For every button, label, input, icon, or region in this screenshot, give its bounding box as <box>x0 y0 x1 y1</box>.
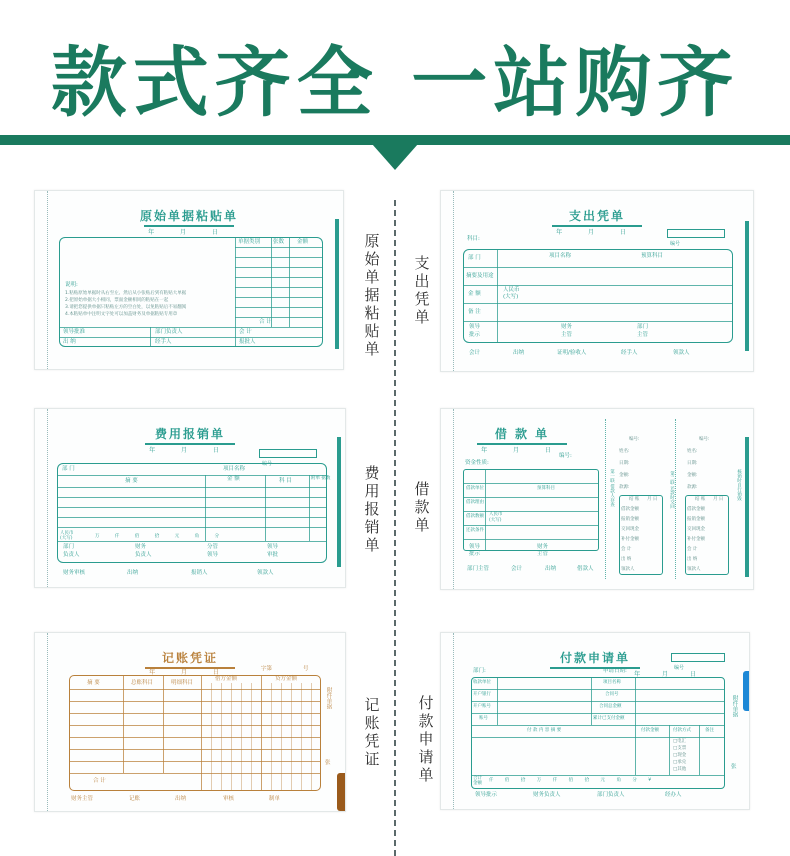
grid-line <box>69 773 321 774</box>
grid-line <box>69 737 321 738</box>
side-accent <box>337 437 341 567</box>
form-expense-thumbnail[interactable] <box>440 190 754 372</box>
label-char: 款 <box>418 712 434 730</box>
grid-line <box>69 761 321 762</box>
form-voucher-thumbnail[interactable] <box>34 632 346 812</box>
label-char: 借 <box>414 480 430 498</box>
cell-label: 金 额 <box>227 476 240 482</box>
label-char: 原 <box>364 232 380 250</box>
cell-label: 负责人 <box>135 552 152 558</box>
grid-line <box>235 317 323 318</box>
grid-line <box>241 683 242 791</box>
label-char: 据 <box>364 286 380 304</box>
side-accent <box>745 437 749 577</box>
cell-label: 张数 <box>273 239 285 245</box>
cell-label: 收款单位 <box>473 680 491 685</box>
grid-line <box>59 327 323 328</box>
grid-line <box>463 267 733 268</box>
label-text <box>416 694 436 784</box>
grid-line <box>669 725 670 775</box>
side-accent <box>335 219 339 349</box>
stub-field: 日期: <box>619 461 630 466</box>
cell-label: 出 纳 <box>63 339 76 345</box>
footer-label: 会计 <box>469 350 481 356</box>
footer-label: 证明/验收人 <box>557 350 587 356</box>
cell-label: 财务 <box>135 544 147 550</box>
grid-line <box>235 277 323 278</box>
grid-line <box>699 725 700 775</box>
label-char: 用 <box>364 482 380 500</box>
footer-label: 制单 <box>269 796 281 802</box>
form-title: 支出凭单 <box>441 207 753 227</box>
form-loan-label <box>412 480 432 534</box>
cell-label: 借款数额 <box>466 514 484 519</box>
form-date: 年 月 日 <box>149 447 231 454</box>
stub-divider <box>675 419 676 579</box>
grid-line <box>57 507 327 508</box>
grid-line <box>265 475 266 541</box>
grid-line <box>309 475 310 541</box>
grid-line <box>69 725 321 726</box>
cell-label: 主管 <box>637 332 649 338</box>
grid-line <box>463 321 733 322</box>
form-date: 年 月 日 <box>149 669 231 676</box>
grid-line <box>261 675 262 791</box>
cell-label: 摘 要 <box>87 680 100 686</box>
stub-divider <box>605 419 606 579</box>
grid-line <box>463 539 599 540</box>
stub-field: 领款人 <box>687 567 701 572</box>
number-field[interactable] <box>667 229 725 247</box>
side-tab <box>337 773 345 811</box>
grid-line <box>235 247 323 248</box>
footer-label: 经办人 <box>665 792 682 798</box>
cell-label: 仟 佰 拾 万 仟 佰 拾 元 角 分 ¥ <box>489 778 657 783</box>
label-char: 贴 <box>364 322 380 340</box>
cell-label: 人民币 <box>489 512 503 517</box>
side-label: 张 <box>325 760 331 766</box>
grid-line <box>57 527 327 528</box>
cell-label: 账号 <box>479 716 488 721</box>
label-char: 付 <box>418 694 434 712</box>
cell-label: 部门负责人 <box>155 329 183 335</box>
grid-line <box>591 677 592 725</box>
label-char: 申 <box>418 730 434 748</box>
grid-line <box>163 675 164 773</box>
label-char: 粘 <box>364 304 380 322</box>
stub-field: 报销金额 <box>687 517 705 522</box>
notes-title: 说明: <box>65 282 78 288</box>
label-char: 请 <box>418 748 434 766</box>
cell-label: 字第 <box>261 666 273 672</box>
grid-line <box>235 267 323 268</box>
form-payment-label <box>416 694 436 784</box>
grid-line <box>471 775 725 776</box>
form-date: 年 月 日 <box>481 447 563 454</box>
label-char: 款 <box>414 498 430 516</box>
grid-line <box>57 497 327 498</box>
cell-label: 部 门 <box>62 466 75 472</box>
cell-label: 号 <box>303 666 309 672</box>
grid-line <box>235 237 236 347</box>
grid-line <box>471 701 725 702</box>
label-char: 账 <box>364 714 380 732</box>
cell-label: 合 计 <box>93 778 106 784</box>
stub-field: 出 纳 <box>687 557 698 562</box>
grid-line <box>485 469 486 551</box>
cell-label: 合计 <box>473 776 482 781</box>
grid-line <box>463 511 599 512</box>
grid-line <box>471 737 725 738</box>
stub-field: 会 计 <box>621 547 632 552</box>
form-voucher-label <box>362 696 382 768</box>
stub-note: 第二联 还款时交回 <box>669 471 675 509</box>
grid-line <box>271 683 272 791</box>
number-field[interactable] <box>259 449 317 467</box>
cell-label: 审批 <box>267 552 279 558</box>
label-char: 费 <box>364 464 380 482</box>
cell-label: 领导 <box>469 324 481 330</box>
pay-mode-option[interactable]: □现金 <box>673 753 687 758</box>
grid-line <box>471 725 725 726</box>
cell-label: 主管 <box>537 551 549 557</box>
cell-label: 项目名称 <box>549 253 572 259</box>
form-original-label <box>362 232 382 358</box>
banner-header <box>0 0 790 150</box>
cell-label: 主管 <box>561 332 573 338</box>
label-char: 单 <box>364 268 380 286</box>
cell-label: 会 计 <box>239 329 252 335</box>
footer-label: 经手人 <box>621 350 638 356</box>
label-text <box>362 232 382 358</box>
cell-label: 借款理由 <box>466 500 484 505</box>
pay-mode-option[interactable]: □其他 <box>673 767 687 772</box>
cell-label: 付款方式 <box>673 728 691 733</box>
stub-field: 结 账 <box>695 497 706 502</box>
cell-label: 摘要及用途 <box>466 273 494 279</box>
cell-label: 备注 <box>705 728 714 733</box>
cell-label: 金额 <box>297 239 309 245</box>
note-line: 4.本粘贴单中注明文字处可以加盖财务及单据粘贴专用章 <box>65 312 178 317</box>
cell-label: 人民币 <box>503 287 520 293</box>
stub-field: 款源: <box>619 485 630 490</box>
stub-field: 日期: <box>687 461 698 466</box>
grid-line <box>69 689 321 690</box>
grid-line <box>150 327 151 347</box>
footer-label: 记账 <box>129 796 141 802</box>
cell-label: 批示 <box>469 551 481 557</box>
form-loan-thumbnail[interactable] <box>440 408 754 590</box>
grid-line <box>301 683 302 791</box>
grid-line <box>59 337 323 338</box>
cell-label: 编号 <box>674 665 685 671</box>
cell-label: 项目名称 <box>223 466 246 472</box>
note-line: 3.请把您提供单据只粘贴左方的空白处，以免粘贴后不易翻阅 <box>65 305 187 310</box>
grid-line <box>463 303 733 304</box>
label-char: 单 <box>414 516 430 534</box>
cell-label: 人民币 <box>60 531 74 536</box>
form-title: 记账凭证 <box>35 649 345 669</box>
footer-label: 出纳 <box>513 350 525 356</box>
grid-line <box>311 683 312 791</box>
cell-label: 财务 <box>561 324 573 330</box>
stub-field: 补付金额 <box>687 537 705 542</box>
cell-label: 金额 <box>473 781 482 786</box>
pay-mode-option[interactable]: □电汇 <box>673 739 687 744</box>
grid-line <box>281 683 282 791</box>
subject-label: 科目: <box>467 236 480 242</box>
grid-line <box>251 683 252 791</box>
grid-line <box>235 307 323 308</box>
cell-label: 编号 <box>262 461 273 467</box>
stub-field: 编号: <box>629 437 640 442</box>
form-expense-label <box>412 254 432 326</box>
grid-line <box>291 683 292 791</box>
cell-label: 部门: <box>473 668 486 674</box>
side-accent <box>745 221 749 351</box>
form-title: 原始单据粘贴单 <box>35 207 343 227</box>
label-text <box>412 254 432 326</box>
grid-line <box>635 677 636 725</box>
stub-field: 结 账 <box>629 497 640 502</box>
footer-label: 出纳 <box>545 566 557 572</box>
stub-field: 姓名: <box>687 449 698 454</box>
stub-field: 出 纳 <box>621 557 632 562</box>
cell-label: 合 计 <box>259 319 272 325</box>
side-label: 附件单据 <box>731 695 738 717</box>
label-char: 始 <box>364 250 380 268</box>
grid-line <box>69 749 321 750</box>
cell-label: 项目名称 <box>603 680 621 685</box>
cell-label: 领导批准 <box>63 329 86 335</box>
cell-label: 金 额 <box>468 291 481 297</box>
stub-note: 核销时自行销毁 <box>736 469 742 501</box>
label-char: 单 <box>364 340 380 358</box>
cell-label: 明细科目 <box>171 680 194 686</box>
footer-label: 部门主管 <box>467 566 490 572</box>
grid-line <box>289 237 290 327</box>
cell-label: 摘 要 <box>125 478 138 484</box>
stub-field: 月 日 <box>713 497 724 502</box>
cell-label: 还款条件 <box>466 528 484 533</box>
label-char: 单 <box>418 766 434 784</box>
label-char: 凭 <box>364 732 380 750</box>
side-label: 张 <box>731 764 737 770</box>
label-char: 出 <box>414 272 430 290</box>
stub-field: 借款金额 <box>687 507 705 512</box>
grid-line <box>471 713 725 714</box>
cell-label: 部 门 <box>468 255 481 261</box>
footer-label: 财务审核 <box>63 570 86 576</box>
form-reimburse-thumbnail[interactable] <box>34 408 346 588</box>
cell-label: 预算科目 <box>641 253 664 259</box>
grid-line <box>471 689 725 690</box>
footer-label: 财务负责人 <box>533 792 561 798</box>
cell-label: 报批人 <box>239 339 256 345</box>
footer-label: 财务主管 <box>71 796 94 802</box>
pay-mode-option[interactable]: □承兑 <box>673 760 687 765</box>
form-reimburse-label <box>362 464 382 554</box>
grid-line <box>231 683 232 791</box>
cell-label: (大写) <box>503 294 519 300</box>
stub-field: 报销金额 <box>621 517 639 522</box>
grid-line <box>57 541 327 542</box>
footer-label: 审核 <box>223 796 235 802</box>
grid-line <box>235 287 323 288</box>
cell-label: 付款金额 <box>641 728 659 733</box>
grid-line <box>463 285 733 286</box>
grid-line <box>205 475 206 541</box>
grid-line <box>69 713 321 714</box>
cell-label: 合同号 <box>605 692 619 697</box>
form-title: 费用报销单 <box>35 425 345 445</box>
label-text <box>362 464 382 554</box>
note-line: 1.粘贴原始单据时从右至左、然后从小张贴后到有粘贴大单据 <box>65 291 187 296</box>
cell-label: 财务 <box>537 544 549 550</box>
form-date: 年 月 日 <box>556 229 638 236</box>
cell-label: 编号: <box>559 453 572 459</box>
cell-label: 开户银行 <box>473 692 491 697</box>
cell-label: (大写) <box>60 536 73 541</box>
cell-label: 备 注 <box>468 309 481 315</box>
label-text <box>412 480 432 534</box>
stub-field: 金额: <box>687 473 698 478</box>
cell-label: 领导 <box>469 544 481 550</box>
grid-line <box>635 725 636 775</box>
banner-headline: 款式齐全 一站购齐 <box>50 38 740 127</box>
cell-label: 领导 <box>267 544 279 550</box>
grid-line <box>463 497 599 498</box>
form-payment-thumbnail[interactable] <box>440 632 750 810</box>
grid-line <box>201 675 202 791</box>
cell-label: 开户账号 <box>473 704 491 709</box>
footer-label: 报销人 <box>191 570 208 576</box>
grid-line <box>271 237 272 327</box>
stub-field: 交回现金 <box>687 527 705 532</box>
cell-label: 付 款 内 容 摘 要 <box>527 728 562 733</box>
grid-line <box>123 675 124 773</box>
footer-label: 会计 <box>511 566 523 572</box>
form-date: 年 月 日 <box>148 229 230 236</box>
side-label: 附件单据 <box>325 687 332 709</box>
grid-line <box>69 701 321 702</box>
footer-label: 领款人 <box>257 570 274 576</box>
footer-label: 出纳 <box>175 796 187 802</box>
cell-label: 经手人 <box>155 339 172 345</box>
form-original-thumbnail[interactable] <box>34 190 344 370</box>
cell-label: 部门 <box>63 544 75 550</box>
stub-note: 第一联 借款人存查 <box>609 469 615 507</box>
label-char: 证 <box>364 750 380 768</box>
cell-label: 累计已支付金额 <box>593 716 625 721</box>
footer-label: 领导批示 <box>475 792 498 798</box>
grid-line <box>57 475 327 476</box>
label-char: 报 <box>364 500 380 518</box>
cell-label: 贷方金额 <box>275 676 298 682</box>
stub-field: 会 计 <box>687 547 698 552</box>
grid-line <box>463 525 599 526</box>
cell-label: 万 仟 佰 拾 元 角 分 <box>95 534 227 539</box>
stub-field: 款源: <box>687 485 698 490</box>
stub-field: 借款金额 <box>621 507 639 512</box>
stub-field: 姓名: <box>619 449 630 454</box>
grid-line <box>497 677 498 725</box>
label-char: 凭 <box>414 290 430 308</box>
number-field[interactable] <box>671 653 725 671</box>
cell-label: 领导 <box>207 552 219 558</box>
label-char: 单 <box>364 536 380 554</box>
cell-label: 资金性质: <box>465 460 489 466</box>
cell-label: 附单 据数 <box>311 476 331 481</box>
footer-label: 出纳 <box>127 570 139 576</box>
label-char: 单 <box>414 308 430 326</box>
label-char: 记 <box>364 696 380 714</box>
footer-label: 借款人 <box>577 566 594 572</box>
cell-label: 单据类别 <box>238 239 261 245</box>
cell-label: 借方金额 <box>215 676 238 682</box>
stub-field: 金额: <box>619 473 630 478</box>
center-divider <box>394 200 396 856</box>
cell-label: 借款单位 <box>466 486 484 491</box>
grid-line <box>57 487 327 488</box>
cell-label: (大写) <box>489 518 502 523</box>
cell-label: 负责人 <box>63 552 80 558</box>
cell-label: 分管 <box>207 544 219 550</box>
label-char: 支 <box>414 254 430 272</box>
grid-line <box>463 483 599 484</box>
cell-label: 部门 <box>637 324 649 330</box>
form-date: 年 月 日 <box>634 671 706 678</box>
footer-label: 领款人 <box>673 350 690 356</box>
cell-label: 合同总金额 <box>599 704 622 709</box>
stub-field: 月 日 <box>647 497 658 502</box>
cell-label: 批示 <box>469 332 481 338</box>
label-text <box>362 696 382 768</box>
banner-arrow-icon <box>372 144 418 170</box>
cell-label: 科 目 <box>279 478 292 484</box>
stub-field: 补付金额 <box>621 537 639 542</box>
grid-line <box>235 257 323 258</box>
note-line: 2.把原始单据大小相同，票面金额相同的粘贴在一起 <box>65 298 169 303</box>
stub-field: 领款人 <box>621 567 635 572</box>
grid-line <box>235 297 323 298</box>
stub-field: 编号: <box>699 437 710 442</box>
form-title: 付款申请单 <box>441 649 749 669</box>
stub-field: 交回现金 <box>621 527 639 532</box>
form-title: 借 款 单 <box>441 425 603 445</box>
grid-line <box>211 683 212 791</box>
cell-label: 申请日期: <box>603 668 627 674</box>
pay-mode-option[interactable]: □支票 <box>673 746 687 751</box>
cell-label: 预算科目 <box>537 486 555 491</box>
grid-line <box>221 683 222 791</box>
cell-label: 编号 <box>670 241 681 247</box>
label-char: 销 <box>364 518 380 536</box>
grid-line <box>57 517 327 518</box>
grid-line <box>497 249 498 343</box>
footer-label: 部门负责人 <box>597 792 625 798</box>
cell-label: 总账科目 <box>131 680 154 686</box>
